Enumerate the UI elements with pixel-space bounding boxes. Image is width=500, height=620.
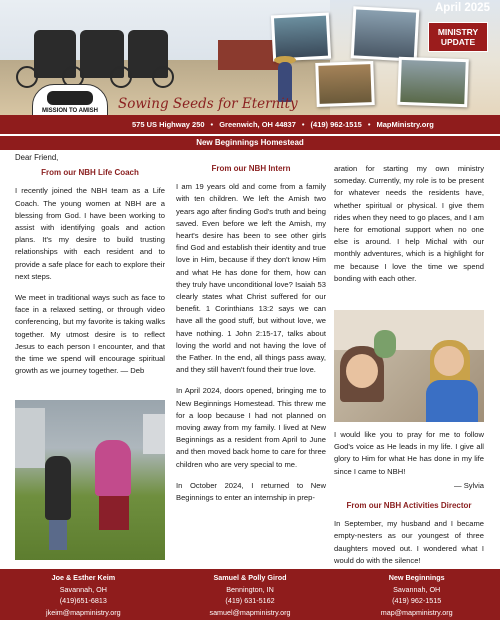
column-intern (176, 163, 326, 513)
masthead (0, 0, 500, 134)
paragraph: In October 2024, I returned to New Beginnings to enter an internship in prep- (176, 480, 326, 503)
address-bar: 575 US Highway 250 • Greenwich, OH 44837 • (419) 962-1515 • MapMinistry.org (0, 115, 500, 134)
contact-card: Joe & Esther Keim Savannah, OH (419)651-6813 jkeim@mapministry.org (0, 569, 167, 620)
tagline: Sowing Seeds for Eternity (118, 96, 298, 112)
signature: — Sylvia (454, 480, 484, 490)
column-continued-lower (334, 429, 484, 576)
email-link[interactable]: jkeim@mapministry.org (46, 607, 121, 617)
column-life-coach (15, 152, 165, 386)
column-continued (334, 163, 484, 294)
contact-card: Samuel & Polly Girod Bennington, IN (419) 631-5162 samuel@mapministry.org (167, 569, 334, 620)
website-link[interactable]: MapMinistry.org (376, 120, 434, 129)
wheel-shape (110, 66, 132, 88)
signature: — Deb (120, 366, 145, 376)
contact-footer (0, 569, 500, 620)
section-title: New Beginnings Homestead (0, 136, 500, 150)
ministry-update-badge: MINISTRY UPDATE (428, 22, 488, 52)
header-photo (315, 61, 375, 107)
email-link[interactable]: map@mapministry.org (380, 607, 453, 617)
paragraph: I recently joined the NBH team as a Life Coach. The young women at NBH are a blessing from God. I have been working to assist with identifying goals and action plans. It's my desire to build trusting relationships with each resident and to provide a safe place for each to explore their next steps. (15, 186, 165, 281)
two-women-walking-photo (15, 400, 165, 560)
article-heading: From our NBH Life Coach (41, 168, 139, 178)
wheel-shape (16, 66, 38, 88)
article-heading: From our NBH Intern (211, 164, 291, 173)
paragraph: aration for starting my own ministry someday. Currently, my role is to be present for whatever needs the residents have, whether spiritual or physical. I give them rides when they need to go places, and I am here for emotional support when no one else is around. I help Michal with our monthly adventures, which is a highlight for me because I love the time we spend bonding with each other. (334, 164, 484, 283)
header-photo (397, 57, 469, 107)
contact-card: New Beginnings Savannah, OH (419) 962-1515 map@mapministry.org (333, 569, 500, 620)
paragraph: In April 2024, doors opened, bringing me to New Beginnings Homestead. This threw me for a loop because I had not planned on moving away from my family. I lived at New Beginnings as a resident from April to June and then moved back home to care for three children who are very special to me. (176, 386, 326, 469)
ministry-logo: MISSION TO AMISH (32, 84, 108, 128)
article-heading: From our NBH Activities Director (346, 501, 472, 511)
paragraph: I am 19 years old and come from a family with ten children. We left the Amish two years ago after finding God's truth and being saved. Even before we left the Amish, my heart's desire has been to see other girls find God and establish their identity and true love in Him, because if they don't know Him and what He has done for them, how can they truly have unconditional love? Isaiah 53 clearly states what Christ suffered for our benefit. 1 Corinthians 13:2 says we can have all the good stuff, but without love, we have nothing. 1 John 2:15-17, talks about loving the world and not having the love of the Father. In the end, all things pass away, and they still haven't found their true love. (176, 182, 326, 375)
paragraph: We meet in traditional ways such as face to face in a relaxed setting, or through video conferencing, but my favorite is taking walks together. My utmost desire is to reflect Jesus to each person I encounter, and that the time we spend will encourage spiritual growth as we journey together. — Deb (15, 293, 165, 376)
paragraph: In September, my husband and I became empty-nesters as our youngest of three daughters moved out. I wondered what I would do with the silence! (334, 519, 484, 565)
header-photo (271, 13, 331, 62)
header-photo (351, 6, 420, 61)
wheel-shape (152, 66, 174, 88)
greeting: Dear Friend, (15, 153, 59, 162)
issue-date: April 2025 (435, 2, 490, 14)
group-selfie-photo (334, 310, 484, 422)
horse-buggy-icon (47, 91, 93, 105)
email-link[interactable]: samuel@mapministry.org (209, 607, 291, 617)
paragraph: I would like you to pray for me to follow God's voice as He leads in my life. I give all glory to Him for what He has done in my life since I came to NBH! (334, 430, 484, 476)
